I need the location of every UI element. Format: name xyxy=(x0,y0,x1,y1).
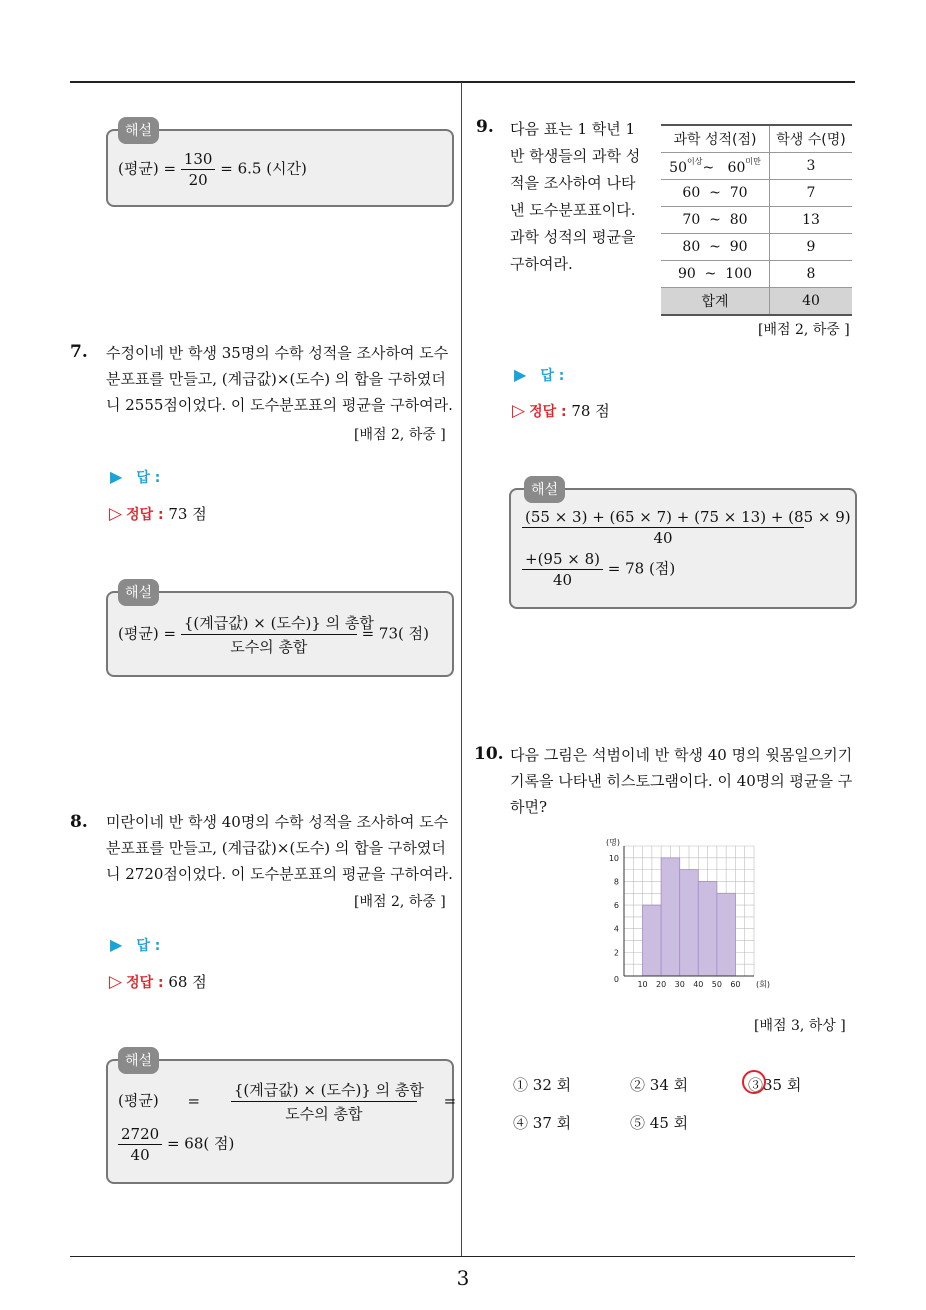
outline-triangle-icon: ▷ xyxy=(512,401,526,421)
score-q7: [배점 2, 하중 ] xyxy=(354,427,446,443)
question-number-9: 9. xyxy=(476,117,494,137)
page-number: 3 xyxy=(456,1266,470,1290)
histogram-bar xyxy=(661,858,680,976)
selected-answer-circle xyxy=(742,1070,766,1094)
table-row: $50^{이상}\sim$ $60^{미만}$ 3 xyxy=(661,153,852,180)
frequency-table xyxy=(661,124,852,316)
choice-2[interactable]: ② 34 회 xyxy=(630,1076,689,1094)
table-row: 90 ~ 100 8 xyxy=(661,261,852,288)
solution-tag: 해설 xyxy=(524,476,565,503)
outline-triangle-icon: ▷ xyxy=(109,972,123,992)
x-tick-label: 20 xyxy=(656,980,667,989)
table-header: 학생 수(명) xyxy=(770,125,853,153)
play-icon: ▶ xyxy=(110,467,123,486)
x-axis-label: (회) xyxy=(756,980,770,989)
solution-tag: 해설 xyxy=(118,117,159,144)
question-text-8: 미란이네 반 학생 40명의 수학 성적을 조사하여 도수 분포표를 만들고, (계급값)×(도수) 의 합을 구하였더 니 2720점이었다. 이 도수분포표의 평균을 구하여라. xyxy=(106,813,453,883)
table-header: 과학 성적(점) xyxy=(661,125,770,153)
y-tick-label: 8 xyxy=(613,877,619,887)
x-tick-label: 60 xyxy=(730,980,741,989)
correct-answer-q7: ▷ 정답 : 73 점 xyxy=(109,504,207,524)
y-tick-label: 0 xyxy=(613,975,619,984)
top-rule xyxy=(70,81,855,83)
question-text-9: 다음 표는 1 학년 1 반 학생들의 과학 성 적을 조사하여 나타 낸 도수분포표이다. 과학 성적의 평균을 구하여라. xyxy=(510,120,641,273)
choice-5[interactable]: ⑤ 45 회 xyxy=(630,1114,689,1132)
play-icon: ▶ xyxy=(514,365,527,384)
choice-1[interactable]: ① 32 회 xyxy=(513,1076,572,1094)
histogram-bar xyxy=(717,893,736,976)
answer-label-q7: ▶ 답 : xyxy=(110,467,161,486)
histogram-bar xyxy=(698,881,717,976)
choice-4[interactable]: ④ 37 회 xyxy=(513,1114,572,1132)
table-header-row xyxy=(661,125,852,153)
solution-box-q9 xyxy=(509,488,857,609)
score-q8: [배점 2, 하중 ] xyxy=(354,894,446,910)
column-divider xyxy=(461,82,462,1257)
answer-label-q8: ▶ 답 : xyxy=(110,935,161,954)
solution-formula-q8: (평균) = $\frac{\text{\{(계급값) × (도수)\} 의 총합}}{\text{도수의 총합}}$ = xyxy=(118,1081,457,1123)
table-row: 80 ~ 90 9 xyxy=(661,234,852,261)
bottom-rule xyxy=(70,1256,855,1257)
x-tick-label: 50 xyxy=(711,980,722,989)
outline-triangle-icon: ▷ xyxy=(109,504,123,524)
x-tick-label: 10 xyxy=(637,980,648,989)
question-number-10: 10. xyxy=(474,744,504,764)
y-tick-label: 6 xyxy=(613,901,619,911)
solution-formula-q6: (평균) = $\frac{130}{20}$ = 6.5 (시간) xyxy=(118,150,307,189)
y-tick-label: 2 xyxy=(613,948,619,958)
solution-formula-q8-cont: $\frac{2720}{40}$ = 68( 점) xyxy=(118,1125,234,1164)
fraction: $\frac{\text{\{(계급값) × (도수)\} 의 총합}}{\text{도수의 총합}}$ xyxy=(231,1079,417,1124)
fraction: $\frac{2720}{40}$ xyxy=(118,1125,162,1164)
question-text-10: 다음 그림은 석범이네 반 학생 40 명의 윗몸일으키기 기록을 나타낸 히스토그램이다. 이 40명의 평균을 구 하면? xyxy=(510,746,853,816)
y-tick-label: 4 xyxy=(613,924,619,934)
fraction: $\frac{(55 \times 3) + (65 \times 7) + (75 \times 13) + (85 \times 9)}{40}$ xyxy=(522,508,804,547)
histogram-bar xyxy=(680,870,699,976)
question-number-7: 7. xyxy=(70,342,88,362)
fraction: $\frac{+(95 \times 8)}{40}$ xyxy=(522,550,603,589)
score-q9: [배점 2, 하중 ] xyxy=(758,322,850,338)
histogram-bar xyxy=(643,905,662,976)
solution-formula-q9-cont: $\frac{+(95 \times 8)}{40}$ = 78 (점) xyxy=(522,550,675,589)
solution-formula-q7: (평균) = $\frac{\text{\{(계급값) × (도수)\} 의 총합}}{\text{도수의 총합}}$ = 73( 점) xyxy=(118,614,429,656)
table-row: 60 ~ 70 7 xyxy=(661,180,852,207)
solution-tag: 해설 xyxy=(118,1047,159,1074)
y-axis-label: (명) xyxy=(606,838,620,847)
table-total-row: 합계 40 xyxy=(661,288,852,316)
table-row: 70 ~ 80 13 xyxy=(661,207,852,234)
y-tick-label: 10 xyxy=(608,853,619,863)
question-text-7: 수정이네 반 학생 35명의 수학 성적을 조사하여 도수 분포표를 만들고, (계급값)×(도수) 의 합을 구하였더 니 2555점이었다. 이 도수분포표의 평균을 구하여라. xyxy=(106,344,453,414)
fraction: $\frac{130}{20}$ xyxy=(181,150,216,189)
solution-tag: 해설 xyxy=(118,579,159,606)
solution-formula-q9 xyxy=(522,508,851,547)
fraction: $\frac{\text{\{(계급값) × (도수)\} 의 총합}}{\text{도수의 총합}}$ xyxy=(181,612,357,657)
score-q10: [배점 3, 하상 ] xyxy=(754,1018,846,1034)
question-number-8: 8. xyxy=(70,812,88,832)
correct-answer-q9: ▷ 정답 : 78 점 xyxy=(512,401,610,421)
x-tick-label: 30 xyxy=(674,980,685,989)
choice-3[interactable]: ③35 회 xyxy=(748,1076,802,1094)
play-icon: ▶ xyxy=(110,935,123,954)
correct-answer-q8: ▷ 정답 : 68 점 xyxy=(109,972,207,992)
answer-label-q9: ▶ 답 : xyxy=(514,365,565,384)
histogram-chart xyxy=(600,836,775,992)
x-tick-label: 40 xyxy=(693,980,704,989)
